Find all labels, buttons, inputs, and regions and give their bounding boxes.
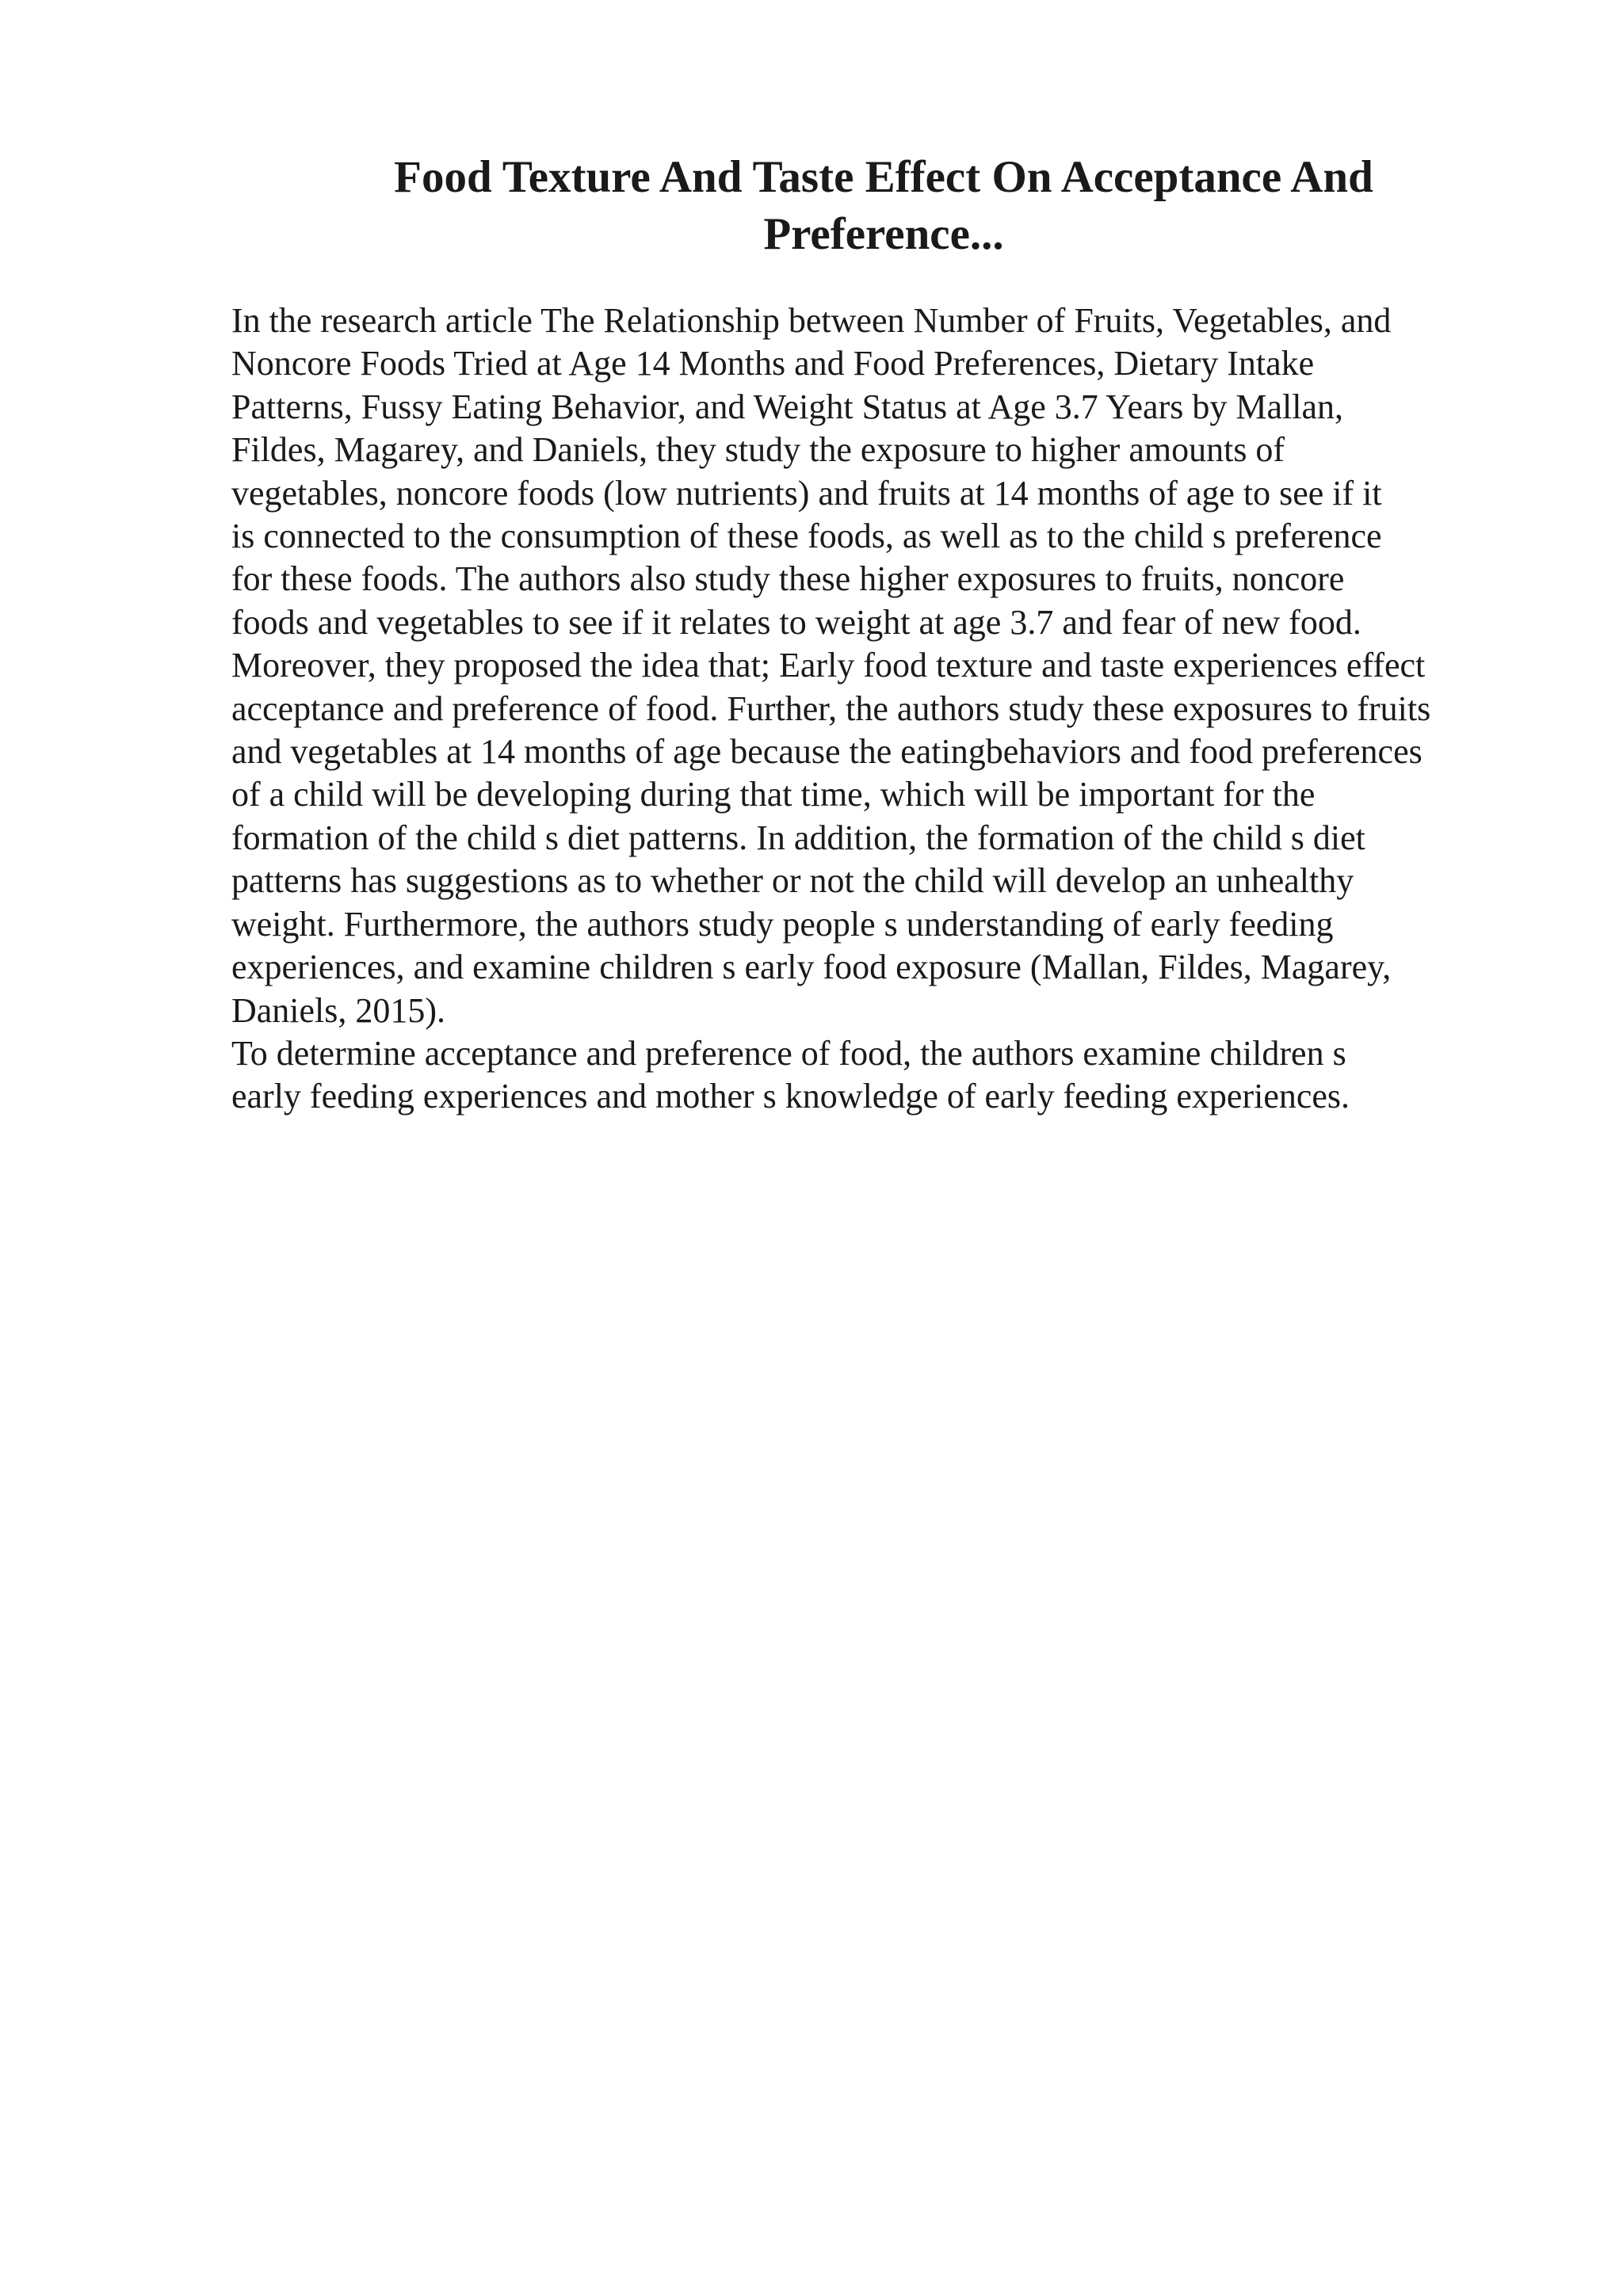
text-line: and vegetables at 14 months of age because the eatingbehaviors and food preferences [231,732,1423,772]
text-line: vegetables, noncore foods (low nutrients) and fruits at 14 months of age to see if it [231,473,1382,513]
page-title [309,149,1458,263]
text-line: In the research article The Relationship between Number of Fruits, Vegetables, and [231,301,1392,340]
text-line: experiences, and examine children s early food exposure (Mallan, Fildes, Magarey, [231,948,1392,987]
title-line: Preference... [763,209,1004,259]
text-line: early feeding experiences and mother s knowledge of early feeding experiences. [231,1077,1350,1116]
text-line: Noncore Foods Tried at Age 14 Months and Food Preferences, Dietary Intake [231,344,1315,383]
text-line: Daniels, 2015). [231,990,446,1030]
body-text [231,299,1531,1119]
text-line: patterns has suggestions as to whether or not the child will develop an unhealthy [231,861,1354,901]
text-line: Fildes, Magarey, and Daniels, they study the exposure to higher amounts of [231,430,1285,470]
text-line: Moreover, they proposed the idea that; Early food texture and taste experiences effect [231,646,1426,685]
title-line: Food Texture And Taste Effect On Acceptance And [394,152,1373,202]
text-line: foods and vegetables to see if it relates to weight at age 3.7 and fear of new food. [231,602,1361,642]
text-line: weight. Furthermore, the authors study people s understanding of early feeding [231,904,1334,944]
text-line: for these foods. The authors also study these higher exposures to fruits, noncore [231,559,1345,599]
text-line: formation of the child s diet patterns. In addition, the formation of the child s diet [231,818,1365,857]
text-line: is connected to the consumption of these foods, as well as to the child s preference [231,517,1382,556]
text-line: acceptance and preference of food. Further, the authors study these exposures to fruits [231,688,1431,728]
text-line: of a child will be developing during that time, which will be important for the [231,775,1316,814]
text-line: To determine acceptance and preference of food, the authors examine children s [231,1033,1346,1073]
text-line: Patterns, Fussy Eating Behavior, and Weight Status at Age 3.7 Years by Mallan, [231,387,1343,426]
